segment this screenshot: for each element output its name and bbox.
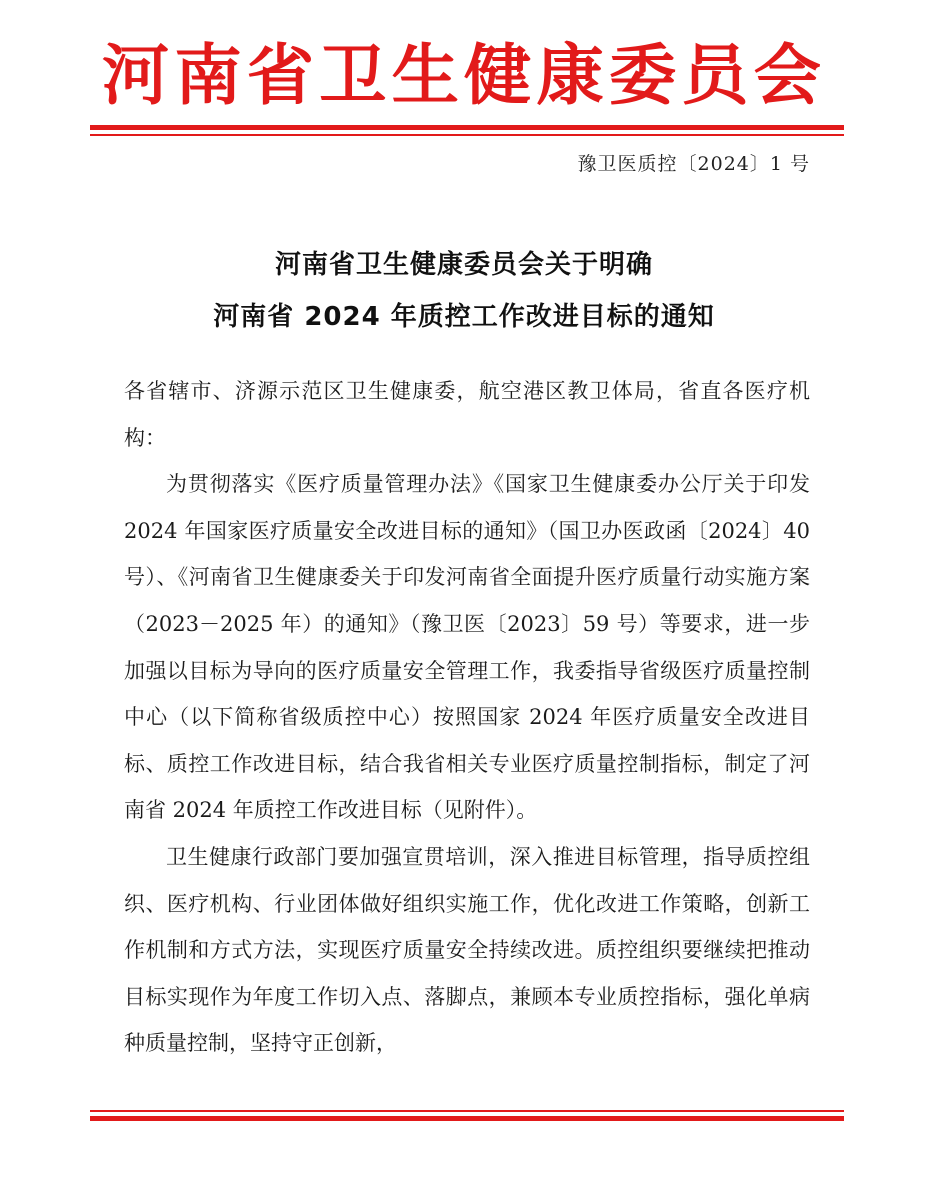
header-red-rule-thick (90, 125, 844, 130)
document-number: 豫卫医质控〔2024〕1 号 (577, 153, 810, 175)
document-title-line-2: 河南省 2024 年质控工作改进目标的通知 (213, 302, 715, 332)
header-red-rule-thin (90, 134, 844, 136)
document-body (124, 368, 810, 1067)
footer-red-rule-thin (90, 1110, 844, 1112)
document-title-line-1: 河南省卫生健康委员会关于明确 (274, 250, 653, 280)
issuing-organization-header: 河南省卫生健康委员会 (101, 37, 827, 114)
addressee-line: 各省辖市、济源示范区卫生健康委，航空港区教卫体局，省直各医疗机构： (124, 379, 810, 450)
footer-red-rule-thick (90, 1116, 844, 1121)
body-paragraph-2: 卫生健康行政部门要加强宣贯培训，深入推进目标管理，指导质控组织、医疗机构、行业团体做好组织实施工作，优化改进工作策略，创新工作机制和方式方法，实现医疗质量安全持续改进。质控组织要继续把推动目标实现作为年度工作切入点、落脚点，兼顾本专业质控指标，强化单病种质量控制，坚持守正创新， (124, 844, 810, 1056)
body-paragraph-1: 为贯彻落实《医疗质量管理办法》《国家卫生健康委办公厅关于印发 2024 年国家医疗质量安全改进目标的通知》（国卫办医政函〔2024〕40 号）、《河南省卫生健康委关于印发河南省全面提升医疗质量行动实施方案（2023－2025 年）的通知》（豫卫医〔2023〕59 号）等要求，进一步加强以目标为导向的医疗质量安全管理工作，我委指导省级医疗质量控制中心（以下简称省级质控中心）按照国家 2024 年医疗质量安全改进目标、质控工作改进目标，结合我省相关专业医疗质量控制指标，制定了河南省 2024 年质控工作改进目标（见附件）。 (124, 472, 811, 823)
